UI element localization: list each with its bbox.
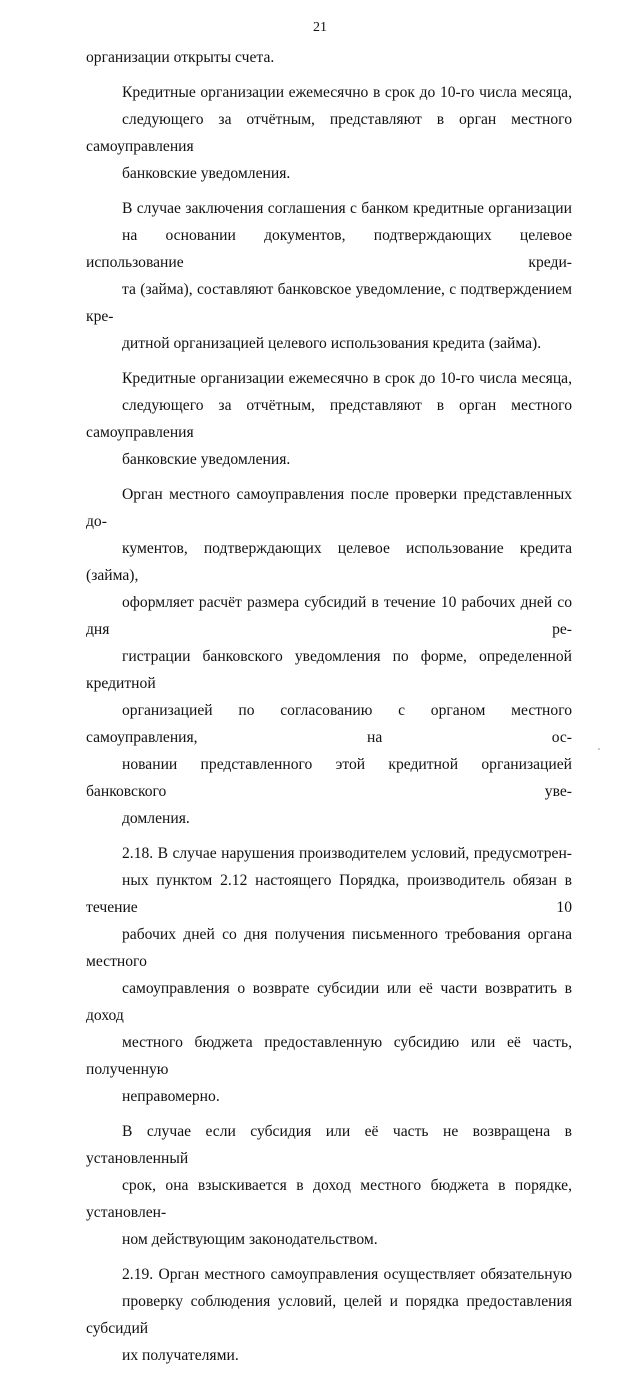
text-line: Кредитные организации ежемесячно в срок до 10-го числа месяца, bbox=[122, 84, 572, 101]
text-line: 2.19. Орган местного самоуправления осуществляет обязательную bbox=[122, 1266, 572, 1283]
text-line: гистрации банковского уведомления по форме, определенной кредитной bbox=[86, 648, 572, 692]
text-line: рабочих дней со дня получения письменного требования органа местного bbox=[86, 926, 572, 970]
text-line: банковские уведомления. bbox=[122, 451, 291, 468]
scan-speck bbox=[598, 748, 600, 750]
text-line: на основании документов, подтверждающих целевое использование креди- bbox=[86, 227, 572, 271]
text-line: следующего за отчётным, представляют в орган местного самоуправления bbox=[86, 111, 572, 155]
page-number: 21 bbox=[313, 20, 327, 35]
text-line: новании представленного этой кредитной организацией банковского уве- bbox=[86, 756, 572, 800]
text-line: оформляет расчёт размера субсидий в течение 10 рабочих дней со дня ре- bbox=[86, 594, 572, 638]
paragraph bbox=[86, 79, 572, 187]
text-line: Кредитные организации ежемесячно в срок до 10-го числа месяца, bbox=[122, 370, 572, 387]
text-line: ном действующим законодательством. bbox=[122, 1231, 378, 1248]
paragraph bbox=[86, 44, 572, 71]
paragraph bbox=[86, 481, 572, 832]
text-line: ных пунктом 2.12 настоящего Порядка, производитель обязан в течение 10 bbox=[86, 872, 572, 916]
paragraph bbox=[86, 1118, 572, 1253]
text-line: В случае заключения соглашения с банком кредитные организации bbox=[122, 200, 572, 217]
text-line: та (займа), составляют банковское уведомление, с подтверждением кре- bbox=[86, 281, 572, 325]
text-line: проверку соблюдения условий, целей и порядка предоставления субсидий bbox=[86, 1293, 572, 1337]
text-line: следующего за отчётным, представляют в орган местного самоуправления bbox=[86, 397, 572, 441]
text-line: кументов, подтверждающих целевое использование кредита (займа), bbox=[86, 540, 572, 584]
text-line: домления. bbox=[122, 810, 190, 827]
text-line: Орган местного самоуправления после проверки представленных до- bbox=[86, 486, 572, 530]
text-line: местного бюджета предоставленную субсидию или её часть, полученную bbox=[86, 1034, 572, 1078]
paragraph bbox=[86, 195, 572, 357]
paragraph bbox=[86, 365, 572, 473]
text-line: неправомерно. bbox=[122, 1088, 220, 1105]
text-line: дитной организацией целевого использования кредита (займа). bbox=[122, 335, 542, 352]
text-line: их получателями. bbox=[122, 1347, 239, 1364]
text-line: самоуправления о возврате субсидии или её части возвратить в доход bbox=[86, 980, 572, 1024]
text-line: срок, она взыскивается в доход местного бюджета в порядке, установлен- bbox=[86, 1177, 572, 1221]
paragraph bbox=[86, 1261, 572, 1369]
paragraph bbox=[86, 840, 572, 1110]
text-line: банковские уведомления. bbox=[122, 165, 291, 182]
text-line: организацией по согласованию с органом местного самоуправления, на ос- bbox=[86, 702, 572, 746]
text-line: организации открыты счета. bbox=[86, 49, 275, 66]
text-line: В случае если субсидия или её часть не возвращена в установленный bbox=[86, 1123, 572, 1167]
document-body bbox=[86, 44, 572, 1377]
text-line: 2.18. В случае нарушения производителем условий, предусмотрен- bbox=[122, 845, 572, 862]
